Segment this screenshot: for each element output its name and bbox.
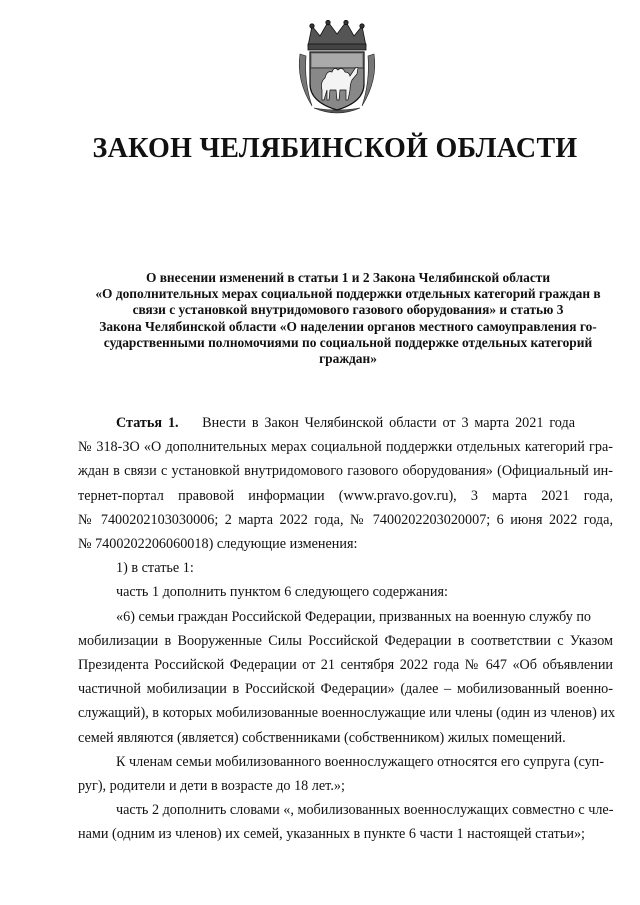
paragraph-line: К членам семьи мобилизованного военнослужащего относятся его супруга (суп- [116,753,604,770]
article-line: № 7400202103030006; 2 марта 2022 года, № 7400202203020007; 6 июня 2022 года, [78,511,613,528]
paragraph-line: служащий), в которых мобилизованные военнослужащие или члены (один из членов) их [78,705,616,722]
paragraph-line: руг), родители и дети в возрасте до 18 лет.»; [78,778,345,795]
subtitle-line: О внесении изменений в статьи 1 и 2 Закона Челябинской области [145,270,551,285]
subtitle-line: «О дополнительных мерах социальной поддержки отдельных категорий граждан в [95,286,601,302]
paragraph-line: «6) семьи граждан Российской Федерации, призванных на военную службу по [116,608,592,625]
law-title: ЗАКОН ЧЕЛЯБИНСКОЙ ОБЛАСТИ [92,133,578,164]
chelyabinsk-coat-of-arms-icon [294,20,380,116]
paragraph-part-1: часть 1 дополнить пунктом 6 следующего содержания: [116,584,448,601]
article-intro: Внести в Закон Челябинской области от 3 марта 2021 года [202,415,575,431]
article-line: № 318-ЗО «О дополнительных мерах социальной поддержки отдельных категорий гра- [78,439,613,456]
subtitle-line: Закона Челябинской области «О наделении органов местного самоуправления го- [99,318,597,334]
subtitle-line: граждан» [319,351,377,367]
article-first-line [78,411,613,435]
paragraph-item-1: 1) в статье 1: [116,560,194,577]
paragraph-line: частичной мобилизации в Российской Федерации» (далее – мобилизованный военно- [78,681,613,698]
paragraph-line: нами (одним из членов) их семей, указанных в пункте 6 части 1 настоящей статьи»; [78,826,585,843]
paragraph-line: мобилизации в Вооруженные Силы Российской Федерации в соответствии с Указом [78,632,613,649]
paragraph-line: Президента Российской Федерации от 21 сентября 2022 года № 647 «Об объявлении [78,657,613,674]
paragraph-line: часть 2 дополнить словами «, мобилизованных военнослужащих совместно с чле- [116,802,614,819]
article-label: Статья 1. [116,415,179,431]
article-line: ждан в связи с установкой внутридомового газового оборудования» (Официальный ин- [78,463,613,480]
law-subtitle [78,270,618,367]
law-body [78,411,616,847]
subtitle-line: связи с установкой внутридомового газового оборудования» и статью 3 [132,302,564,318]
paragraph-line: семей являются (является) собственниками (собственником) жилых помещений. [78,729,566,746]
subtitle-line: сударственными полномочиями по социальной поддержке отдельных категорий [103,334,593,350]
article-line: тернет-портал правовой информации (www.pravo.gov.ru), 3 марта 2021 года, [78,487,613,504]
article-line: № 7400202206060018) следующие изменения: [78,536,358,553]
